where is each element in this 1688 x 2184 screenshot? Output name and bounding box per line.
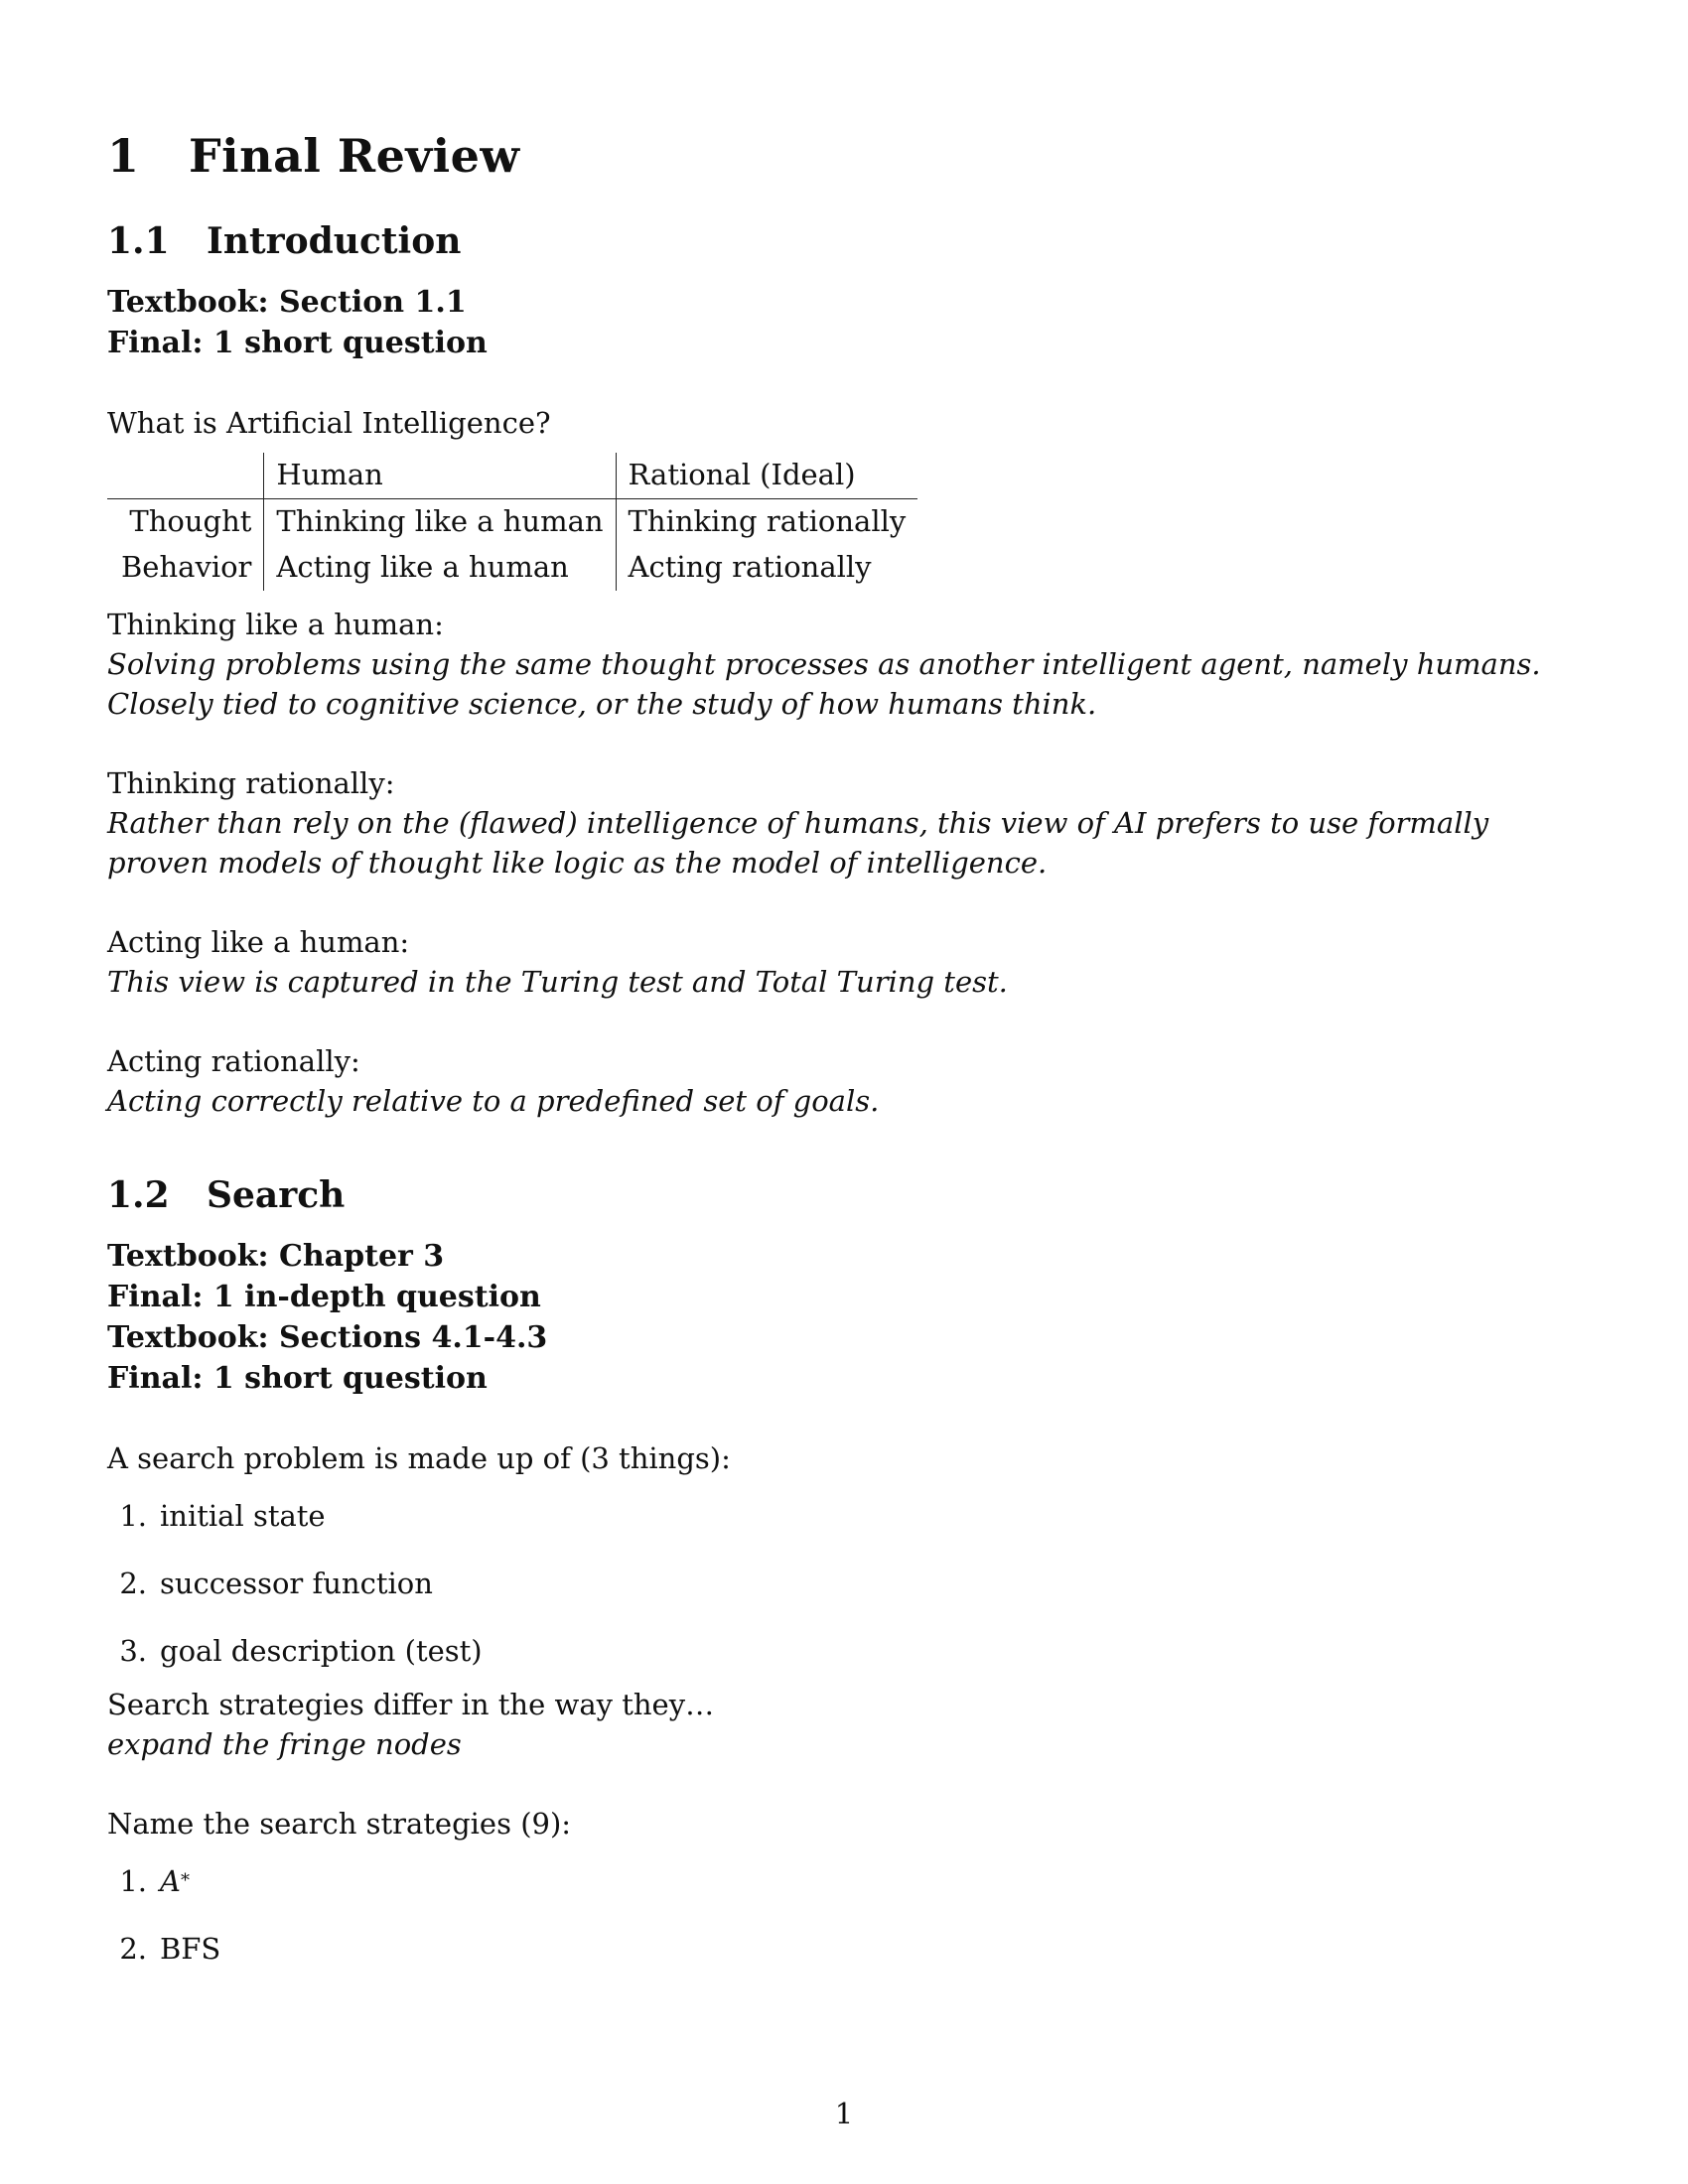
table-row xyxy=(107,545,917,591)
search-meta-final: Final: 1 short question xyxy=(107,1361,488,1396)
section-heading-search xyxy=(107,1174,1587,1216)
document-page xyxy=(107,129,1587,1982)
table-header-row xyxy=(107,453,917,499)
definition-term: Acting rationally: xyxy=(107,1044,360,1078)
table-row-label: Behavior xyxy=(121,550,252,584)
table-cell: Thinking like a human xyxy=(264,499,616,546)
table-cell: Thinking rationally xyxy=(616,499,917,546)
search-strategy-list xyxy=(107,1861,1587,1969)
definition-block xyxy=(107,763,1587,883)
list-item: 1. initial state xyxy=(107,1496,1587,1536)
definition-term: Thinking like a human: xyxy=(107,608,444,641)
definition-text: Solving problems using the same thought processes as another intelligent agent, namely humans. Closely tied to cognitive science, or the study of how humans think. xyxy=(107,647,1541,721)
strategies-answer: expand the fringe nodes xyxy=(107,1727,462,1761)
section-number: 1.1 xyxy=(107,220,170,262)
list-item: 3. goal description (test) xyxy=(107,1631,1587,1671)
list-item-text: successor function xyxy=(160,1567,433,1600)
page-number: 1 xyxy=(834,2097,854,2130)
chapter-title: Final Review xyxy=(189,129,520,183)
definition-block xyxy=(107,1041,1587,1121)
search-problem-intro: A search problem is made up of (3 things): xyxy=(107,1441,731,1475)
chapter-heading xyxy=(107,129,1587,183)
definition-text: This view is captured in the Turing test and Total Turing test. xyxy=(107,965,1008,999)
definition-block xyxy=(107,922,1587,1002)
list-item: 2. BFS xyxy=(107,1929,1587,1969)
search-meta-textbook: Textbook: Sections 4.1-4.3 xyxy=(107,1320,548,1355)
section-title: Introduction xyxy=(207,220,462,262)
definition-block xyxy=(107,605,1587,724)
strategies-line: Search strategies differ in the way they… xyxy=(107,1688,715,1721)
table-row-label: Thought xyxy=(129,504,252,538)
table-corner-cell xyxy=(107,453,264,499)
intro-meta-textbook: Textbook: Section 1.1 xyxy=(107,285,467,320)
definition-text: Acting correctly relative to a predefined set of goals. xyxy=(107,1084,880,1118)
section-heading-introduction xyxy=(107,220,1587,262)
definition-text: Rather than rely on the (flawed) intelligence of humans, this view of AI prefers to use formally proven models of thought like logic as the model of intelligence. xyxy=(107,806,1489,880)
definition-term: Acting like a human: xyxy=(107,925,410,959)
search-meta-textbook: Textbook: Chapter 3 xyxy=(107,1239,445,1274)
list-item-text: goal description (test) xyxy=(160,1634,483,1668)
table-header-cell: Human xyxy=(264,453,616,499)
intro-meta-final: Final: 1 short question xyxy=(107,326,488,360)
astar-superscript: * xyxy=(180,1870,190,1891)
table-cell: Acting like a human xyxy=(264,545,616,591)
list-item-text: BFS xyxy=(160,1932,221,1966)
list-item-text: A xyxy=(160,1864,181,1898)
list-item: 1. A * xyxy=(107,1861,1587,1901)
search-meta-final: Final: 1 in-depth question xyxy=(107,1280,541,1314)
list-item: 2. successor function xyxy=(107,1564,1587,1603)
ai-definitions-table xyxy=(107,453,917,591)
section-number: 1.2 xyxy=(107,1174,170,1216)
name-strategies-question: Name the search strategies (9): xyxy=(107,1807,572,1841)
intro-question: What is Artificial Intelligence? xyxy=(107,406,551,440)
table-cell: Acting rationally xyxy=(616,545,917,591)
section-title: Search xyxy=(207,1174,346,1216)
chapter-number: 1 xyxy=(107,129,140,183)
definition-term: Thinking rationally: xyxy=(107,766,395,800)
table-header-cell: Rational (Ideal) xyxy=(616,453,917,499)
list-item-text: initial state xyxy=(160,1499,326,1533)
table-row xyxy=(107,499,917,546)
search-problem-list xyxy=(107,1496,1587,1671)
